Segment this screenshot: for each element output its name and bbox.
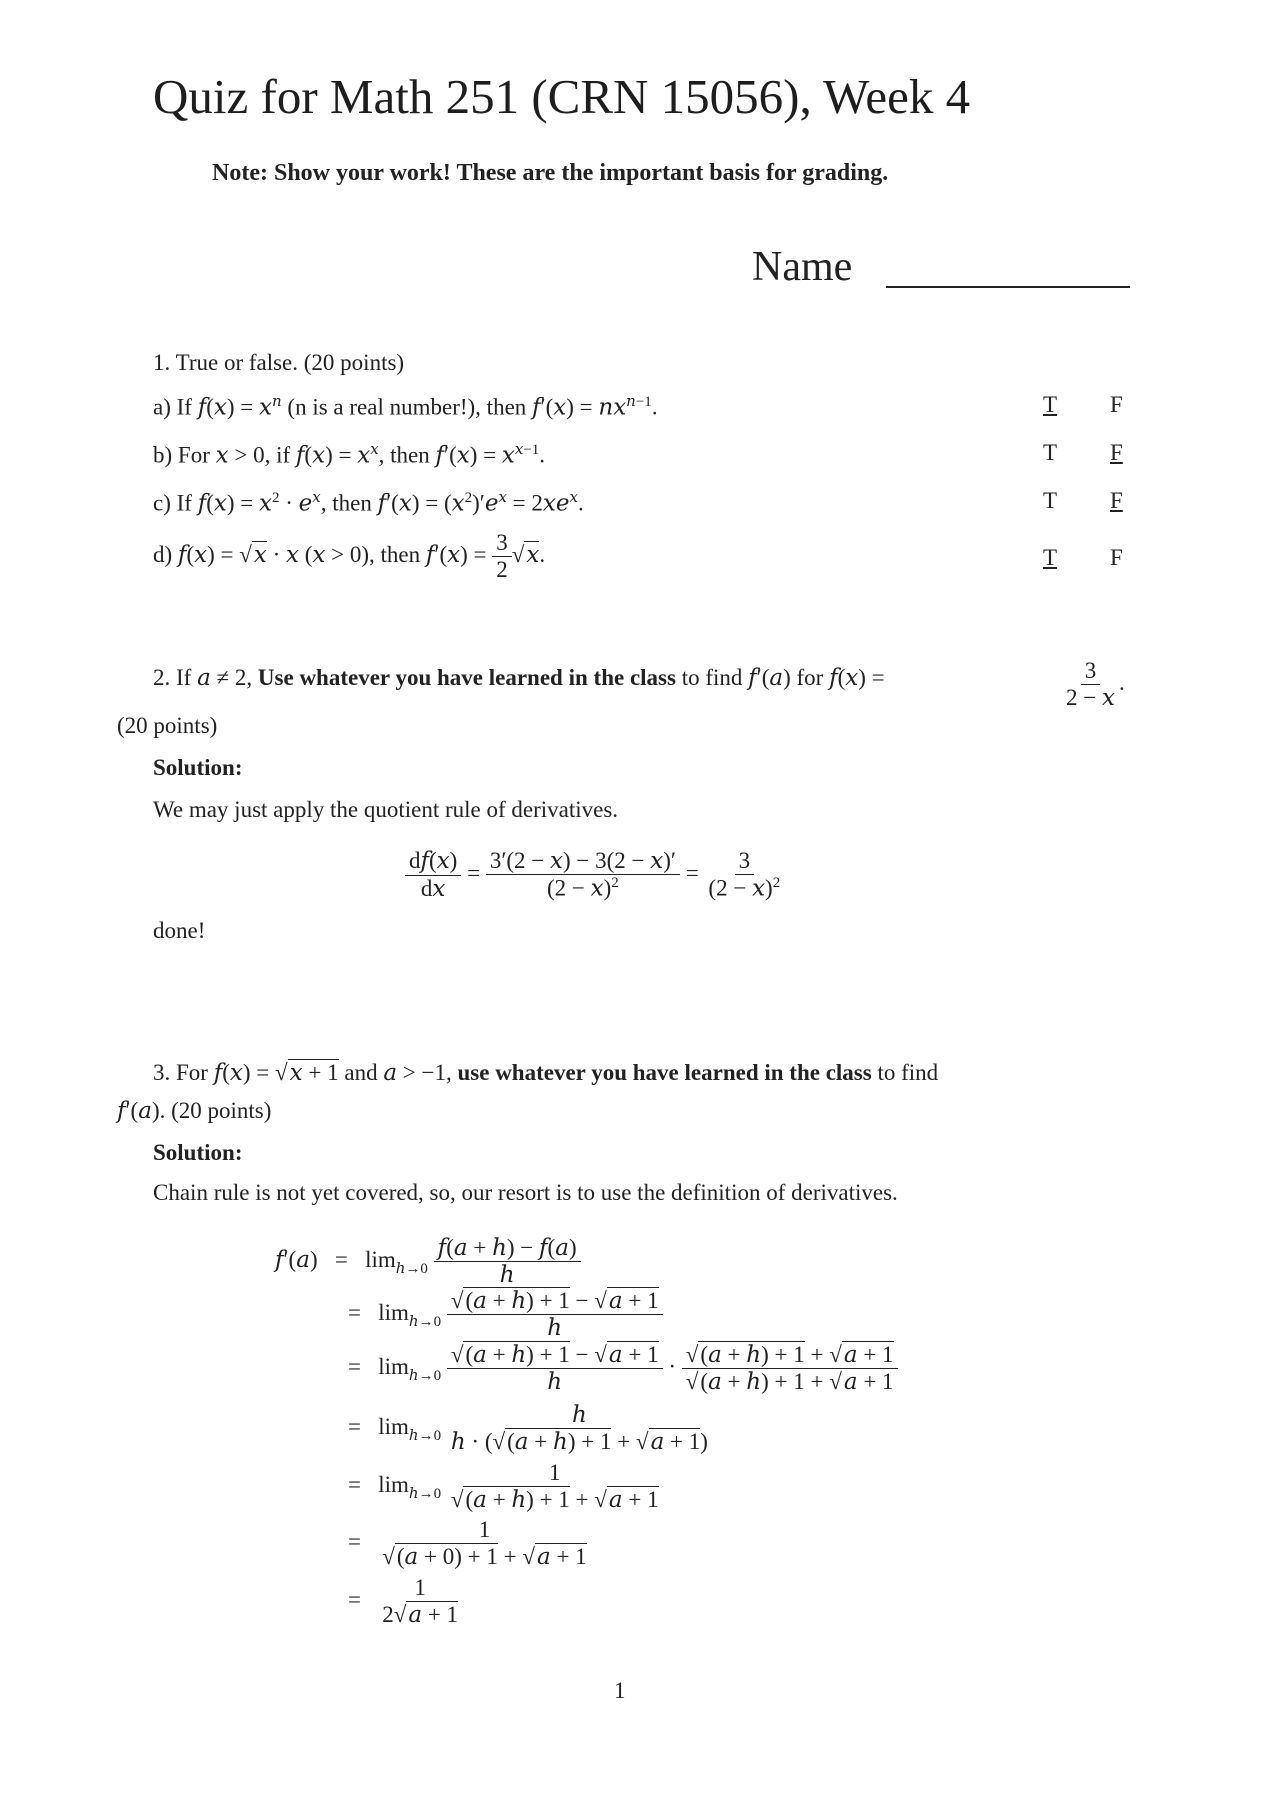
q3-eq-row-6: = $\frac{1}{√(a + 0) + 1 + √a + 1}$ (348, 1517, 587, 1571)
page-title: Quiz for Math 251 (CRN 15056), Week 4 (153, 69, 971, 124)
q1-c-false[interactable]: F (1110, 488, 1123, 513)
q3-solution-text: Chain rule is not yet covered, so, our resort is to use the definition of derivatives. (153, 1180, 898, 1205)
grading-note: Note: Show your work! These are the important basis for grading. (212, 160, 889, 186)
q2-solution-label: Solution: (153, 755, 243, 780)
q3-eq-row-5: = $\lim_{h\to 0}$ $\frac{1}{√(a + h) + 1 + √a + 1}$ (348, 1460, 659, 1514)
q3-eq-row-4: = $\lim_{h\to 0}$ $\frac{h}{h \cdot (√(a + h) + 1 + √a + 1)}$ (348, 1402, 708, 1456)
q1-prompt: 1. True or false. (20 points) (153, 350, 405, 375)
q1-item-a: a) If $f(x) = x^n$ (n is a real number!), then $f'(x) = nx^{n-1}$. (153, 392, 658, 421)
q1-a-true[interactable]: T (1043, 392, 1058, 417)
q3-solution-label: Solution: (153, 1140, 243, 1165)
q3-points: f′(a). (20 points) (117, 1098, 272, 1124)
q3-eq-row-7: = $\frac{1}{2√a + 1}$ (348, 1575, 459, 1629)
q3-prompt: 3. For f(x) = √x + 1 and a > −1, use whatever you have learned in the class to find (153, 1060, 939, 1086)
page-number: 1 (614, 1678, 626, 1703)
q1-b-true[interactable]: T (1043, 440, 1058, 465)
name-label: Name (752, 244, 853, 290)
q2-fraction: $\frac{3}{2 - x}$ . (1066, 658, 1125, 712)
q2-points: (20 points) (117, 713, 218, 738)
q1-a-false[interactable]: F (1110, 392, 1123, 417)
q1-item-c: c) If $f(x) = x^2 \cdot e^x$, then $f'(x) = (x^2)'e^x = 2xe^x$. (153, 488, 584, 517)
q1-b-false[interactable]: F (1110, 440, 1123, 465)
q3-eq-row-3: = $\lim_{h\to 0}$ $\frac{√(a + h) + 1 - √a + 1}{h}$ · $\frac{√(a + h) + 1 + √a + 1}{√(a + h) + 1 + √a + 1}$ (348, 1342, 898, 1396)
q2-prompt: 2. If a ≠ 2, Use whatever you have learned in the class to find f′(a) for f(x) = (153, 665, 885, 691)
q1-d-true[interactable]: T (1043, 545, 1058, 570)
name-input-line[interactable] (886, 286, 1130, 288)
q1-item-b: b) For x > 0, if $f(x) = x^x$, then $f'(x) = x^{x-1}$. (153, 440, 546, 469)
q1-d-false[interactable]: F (1110, 545, 1123, 570)
q1-item-d: d) f(x) = √x · x (x > 0), then f′(x) = $\frac{3}{2}$ √x. (153, 530, 546, 583)
q2-solution-text: We may just apply the quotient rule of derivatives. (153, 797, 619, 822)
q2-done: done! (153, 918, 206, 943)
q2-equation: $\frac{df(x)}{dx}$ = $\frac{3'(2 - x) - 3(2 - x)'}{(2 - x)^2}$ = $\frac{3}{(2 - x)^2}$ (405, 848, 784, 903)
q3-eq-row-1: $f'(a) = \lim_{h\to 0}$ $\frac{f(a + h) - f(a)}{h}$ (275, 1235, 581, 1289)
q3-eq-row-2: = $\lim_{h\to 0}$ $\frac{√(a + h) + 1 - √a + 1}{h}$ (348, 1288, 663, 1342)
q1-c-true[interactable]: T (1043, 488, 1058, 513)
